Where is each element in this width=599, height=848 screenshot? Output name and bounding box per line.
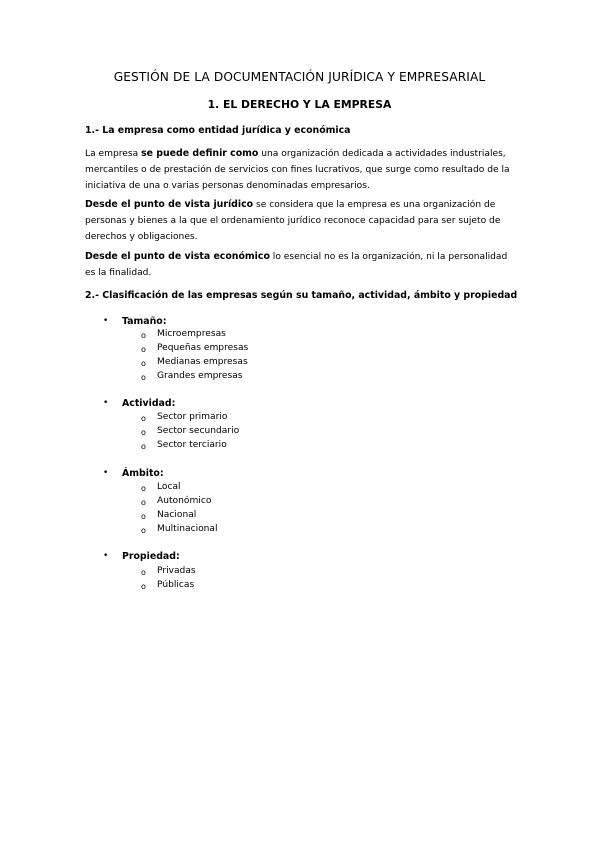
paragraph-juridico-bold: Desde el punto de vista jurídico [85,199,254,210]
bullet-marker: • [103,398,109,408]
sub-marker: o [141,526,146,535]
paragraph-economico-rest: lo esencial no es la organización, ni la personalidad es la finalidad. [85,252,508,278]
list-item: Grandes empresas [157,371,243,381]
category-tamano: Tamaño: [122,316,167,327]
list-item: Pequeñas empresas [157,343,249,353]
bullet-marker: • [103,316,109,326]
sub-marker: o [141,568,146,577]
sub-marker: o [141,512,146,521]
sub-marker: o [141,414,146,423]
paragraph-definition-bold: se puede definir como [141,148,259,159]
list-item: Medianas empresas [157,357,248,367]
sub-marker: o [141,428,146,437]
list-item: Sector terciario [157,440,227,450]
paragraph-definition [85,146,515,194]
list-item: Sector secundario [157,426,240,436]
bullet-marker: • [103,468,109,478]
category-ambito: Ámbito: [122,468,164,479]
paragraph-economico [85,249,515,281]
sub-marker: o [141,345,146,354]
list-item: Multinacional [157,524,218,534]
list-item: Local [157,482,181,492]
paragraph-juridico-rest: se considera que la empresa es una organización de personas y bienes a la que el ordenamiento jurídico reconoce capacidad para ser sujeto de derechos y obligaciones. [85,200,501,242]
paragraph-economico-bold: Desde el punto de vista económico [85,251,270,262]
list-item: Privadas [157,566,196,576]
paragraph-juridico [85,197,515,245]
list-item: Autonómico [157,496,212,506]
section-1-heading: 1.- La empresa como entidad jurídica y económica [85,125,351,136]
sub-marker: o [141,359,146,368]
category-propiedad: Propiedad: [122,551,180,562]
sub-marker: o [141,498,146,507]
category-actividad: Actividad: [122,398,176,409]
section-2-heading: 2.- Clasificación de las empresas según su tamaño, actividad, ámbito y propiedad [85,290,518,301]
sub-marker: o [141,331,146,340]
sub-marker: o [141,442,146,451]
sub-marker: o [141,373,146,382]
list-item: Sector primario [157,412,228,422]
list-item: Microempresas [157,329,226,339]
document-subtitle: 1. EL DERECHO Y LA EMPRESA [207,98,392,111]
paragraph-definition-rest: una organización dedicada a actividades industriales, mercantiles o de prestación de servicios con fines lucrativos, que surge como resultado de la iniciativa de una o varias personas denominadas empresarios. [85,149,510,191]
sub-marker: o [141,582,146,591]
sub-marker: o [141,484,146,493]
paragraph-definition-start: La empresa [85,149,142,159]
bullet-marker: • [103,551,109,561]
document-title: GESTIÓN DE LA DOCUMENTACIÓN JURÍDICA Y EMPRESARIAL [113,70,486,84]
list-item: Públicas [157,580,195,590]
list-item: Nacional [157,510,197,520]
